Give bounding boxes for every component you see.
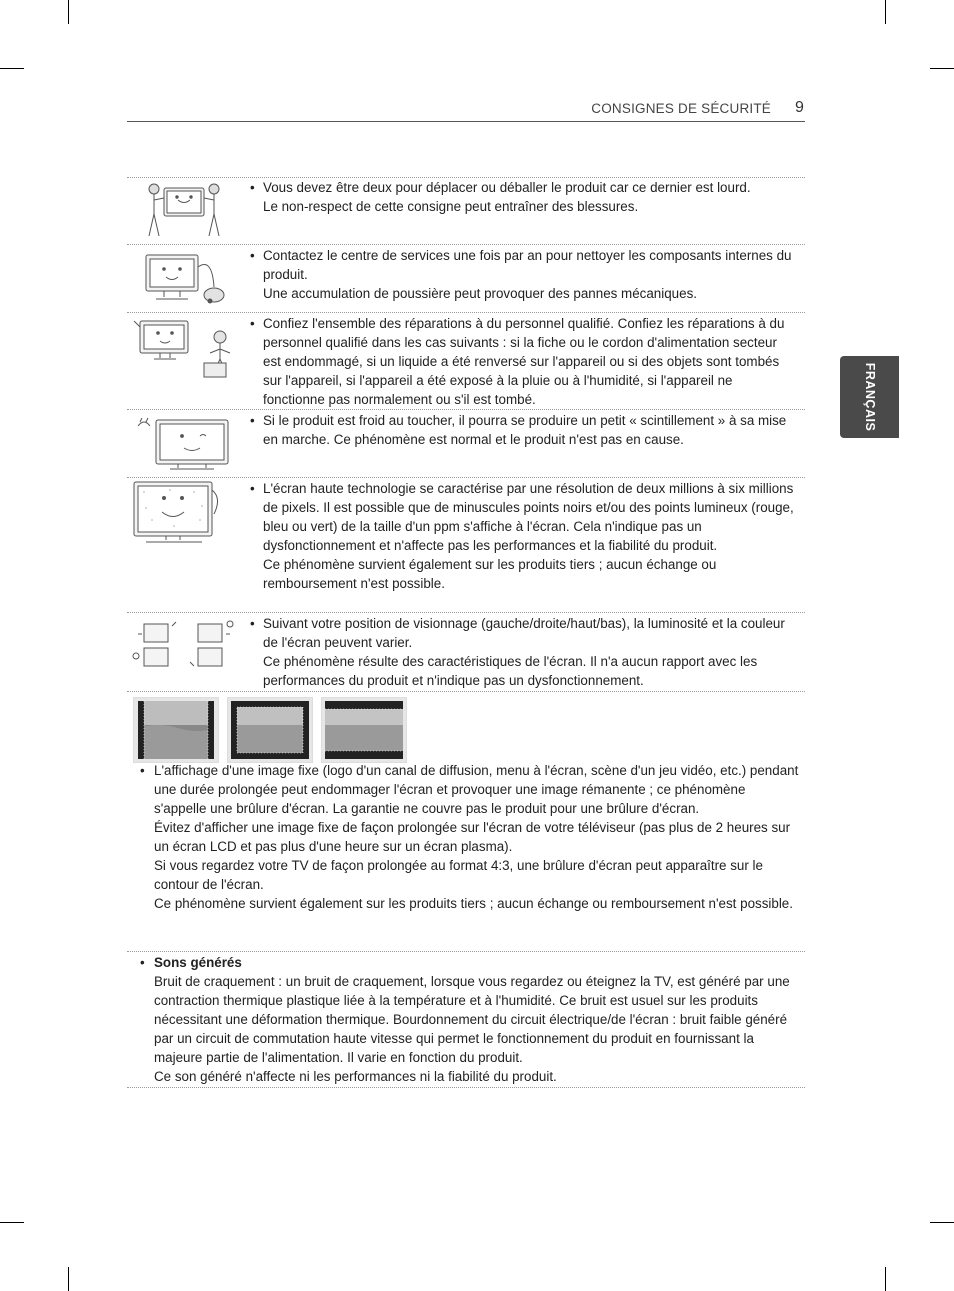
row-paragraph: Vous devez être deux pour déplacer ou déballer le produit car ce dernier est lourd. <box>263 180 751 195</box>
tv-vacuum-cleaner-icon <box>130 247 242 309</box>
screen-burn-4-3-icon <box>133 697 219 763</box>
crop-mark <box>885 0 886 24</box>
row-paragraph: Confiez l'ensemble des réparations à du personnel qualifié. Confiez les réparations à du personnel qualifié dans les cas suivants : si la fiche ou le cordon d'alimentation secteur est endommagé, si un liquide a été renversé sur l'appareil ou si des objets sont tombés sur l'appareil, si l'appareil a été exposé à la pluie ou à l'humidité, si l'appareil ne fonctionne pas normalement ou s'il est tombé. <box>263 316 785 407</box>
row-divider <box>127 612 805 613</box>
sounds-text: • Sons générés Bruit de craquement : un bruit de craquement, lorsque vous regardez ou éteignez la TV, est généré par une contraction thermique plastique liée à la température et à l'humidité. Ce bruit est usuel sur les produits nécessitant une déformation thermique. Bourdonnement du circuit électrique/de l'écran : bruit faible généré par un circuit de commutation haute vitesse qui permet le fonctionnement du produit en fournissant la majeure partie de l'alimentation. Il varie en fonction du produit. Ce son généré n'affecte ni les performances ni la fiabilité du produit. <box>140 953 800 1086</box>
row-paragraph: Contactez le centre de services une fois par an pour nettoyer les composants internes du produit. <box>263 248 792 282</box>
language-tab <box>840 356 899 438</box>
crop-mark <box>68 1267 69 1291</box>
sounds-title: Sons générés <box>154 955 242 970</box>
tv-viewing-angles-icon <box>130 616 242 672</box>
crop-mark <box>0 68 24 69</box>
crop-mark <box>930 68 954 69</box>
row-divider <box>127 951 805 952</box>
page-number: 9 <box>795 99 804 116</box>
language-tab-label: FRANÇAIS <box>862 362 877 432</box>
row-paragraph: Suivant votre position de visionnage (gauche/droite/haut/bas), la luminosité et la couleur de l'écran peuvent varier. <box>263 616 785 650</box>
row-paragraph: Une accumulation de poussière peut provoquer des pannes mécaniques. <box>263 286 697 301</box>
crop-mark <box>885 1267 886 1291</box>
header-rule <box>127 121 805 122</box>
row-paragraph: Si le produit est froid au toucher, il pourra se produire un petit « scintillement » à sa mise en marche. Ce phénomène est normal et le produit n'est pas en cause. <box>263 413 787 447</box>
row-divider <box>127 1087 805 1088</box>
tv-pixel-dots-icon <box>130 480 242 548</box>
row-paragraph: L'écran haute technologie se caractérise par une résolution de deux millions à six millions de pixels. Il est possible que de minuscules points noirs et/ou des points lumineux (rouge, bleu ou vert) de la taille d'un ppm s'affiche à l'écran. Cela n'indique pas un dysfonctionnement et n'affecte pas les performances et la fiabilité du produit. <box>263 481 794 553</box>
row-divider <box>127 312 805 313</box>
row-paragraph: Ce phénomène résulte des caractéristiques de l'écran. Il n'a aucun rapport avec les performances du produit et n'indique pas un dysfonctionnement. <box>263 654 758 688</box>
burn-in-paragraph: Évitez d'afficher une image fixe de façon prolongée sur l'écran de votre téléviseur (pas plus de 2 heures sur un écran LCD et pas plus d'une heure sur un écran plasma). <box>154 820 791 854</box>
tv-cold-flicker-icon <box>130 412 242 474</box>
row-divider <box>127 477 805 478</box>
burn-in-paragraph: Si vous regardez votre TV de façon prolongée au format 4:3, une brûlure d'écran peut apparaître sur le contour de l'écran. <box>154 858 763 892</box>
sounds-paragraph: Ce son généré n'affecte ni les performances ni la fiabilité du produit. <box>154 1069 557 1084</box>
row-text: • Contactez le centre de services une fois par an pour nettoyer les composants internes du produit. Une accumulation de poussière peut provoquer des pannes mécaniques. <box>250 246 795 303</box>
row-text: • Suivant votre position de visionnage (gauche/droite/haut/bas), la luminosité et la couleur de l'écran peuvent varier. Ce phénomène résulte des caractéristiques de l'écran. Il n'a aucun rapport avec les performances du produit et n'indique pas un dysfonctionnement. <box>250 614 795 690</box>
burn-in-paragraph: Ce phénomène survient également sur les produits tiers ; aucun échange ou remboursement n'est possible. <box>154 896 793 911</box>
row-divider <box>127 409 805 410</box>
row-text: • Si le produit est froid au toucher, il pourra se produire un petit « scintillement » à sa mise en marche. Ce phénomène est normal et le produit n'est pas en cause. <box>250 411 795 449</box>
row-text: • Vous devez être deux pour déplacer ou déballer le produit car ce dernier est lourd. Le non-respect de cette consigne peut entraîner des blessures. <box>250 178 795 216</box>
row-divider <box>127 691 805 692</box>
crop-mark <box>0 1222 24 1223</box>
row-text: • Confiez l'ensemble des réparations à du personnel qualifié. Confiez les réparations à du personnel qualifié dans les cas suivants : si la fiche ou le cordon d'alimentation secteur est endommagé, si un liquide a été renversé sur l'appareil ou si des objets sont tombés sur l'appareil, si l'appareil a été exposé à la pluie ou à l'humidité, si l'appareil ne fonctionne pas normalement ou s'il est tombé. <box>250 314 795 409</box>
tv-technician-icon <box>130 315 242 381</box>
row-paragraph: Ce phénomène survient également sur les produits tiers ; aucun échange ou remboursement n'est possible. <box>263 557 717 591</box>
screen-burn-border-icon <box>227 697 313 763</box>
row-paragraph: Le non-respect de cette consigne peut entraîner des blessures. <box>263 199 639 214</box>
sounds-paragraph: Bruit de craquement : un bruit de craquement, lorsque vous regardez ou éteignez la TV, est généré par une contraction thermique plastique liée à la température et à l'humidité. Ce bruit est usuel sur les produits nécessitant une déformation thermique. Bourdonnement du circuit électrique/de l'écran : bruit faible généré par un circuit de commutation haute vitesse qui permet le fonctionnement du produit en fournissant la majeure partie de l'alimentation. Il varie en fonction du produit. <box>154 974 790 1065</box>
two-people-carrying-tv-icon <box>130 180 242 242</box>
burn-in-text: • L'affichage d'une image fixe (logo d'un canal de diffusion, menu à l'écran, scène d'un jeu vidéo, etc.) pendant une durée prolongée peut endommager l'écran et provoquer une image rémanente ; ce phénomène s'appelle une brûlure d'écran. La garantie ne couvre pas le produit pour une brûlure d'écran. Évitez d'afficher une image fixe de façon prolongée sur l'écran de votre téléviseur (pas plus de 2 heures sur un écran LCD et pas plus d'une heure sur un écran plasma). Si vous regardez votre TV de façon prolongée au format 4:3, une brûlure d'écran peut apparaître sur le contour de l'écran. Ce phénomène survient également sur les produits tiers ; aucun échange ou remboursement n'est possible. <box>140 763 799 911</box>
screen-burn-letterbox-icon <box>321 697 407 763</box>
row-text: • L'écran haute technologie se caractérise par une résolution de deux millions à six millions de pixels. Il est possible que de minuscules points noirs et/ou des points lumineux (rouge, bleu ou vert) de la taille d'un ppm s'affiche à l'écran. Cela n'indique pas un dysfonctionnement et n'affecte pas les performances et la fiabilité du produit. Ce phénomène survient également sur les produits tiers ; aucun échange ou remboursement n'est possible. <box>250 481 794 591</box>
crop-mark <box>68 0 69 24</box>
crop-mark <box>930 1222 954 1223</box>
section-title: CONSIGNES DE SÉCURITÉ <box>591 101 771 116</box>
burn-in-paragraph: L'affichage d'une image fixe (logo d'un canal de diffusion, menu à l'écran, scène d'un jeu vidéo, etc.) pendant une durée prolongée peut endommager l'écran et provoquer une image rémanente ; ce phénomène s'appelle une brûlure d'écran. La garantie ne couvre pas le produit pour une brûlure d'écran. <box>154 763 799 816</box>
row-divider <box>127 244 805 245</box>
